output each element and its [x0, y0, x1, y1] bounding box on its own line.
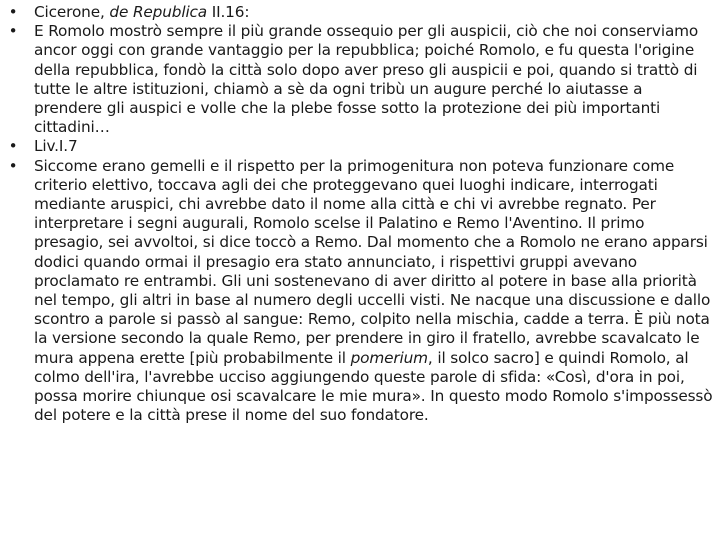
quote-text: E Romolo mostrò sempre il più grande ossequio per gli auspicii, ciò che noi conserviamo ancor oggi con grande vantaggio per la repubblica; poiché Romolo, e fu questa l'origine della repubblica, fondò la città solo dopo aver preso gli auspicii e poi, quando si trattò di tutte le altre istituzioni, chiamò a sè da ogni tribù un augure perché lo aiutasse a prendere gli auspici e volle che la plebe fosse sotto la protezione dei più importanti cittadini…: [34, 22, 699, 137]
citation-reference: II.16:: [207, 3, 250, 21]
list-item-livy-citation: [0, 137, 720, 156]
quote-text-part2: , il solco sacro] e quindi Romolo, al colmo dell'ira, l'avrebbe ucciso aggiungendo queste parole di sfida: «Così, d'ora in poi, possa morire chiunque osi scavalcare le mie mura». In questo modo Romolo s'impossessò del potere e la città prese il nome del suo fondatore.: [34, 348, 713, 425]
list-item-livy-quote: [0, 157, 720, 426]
quote-emphasis: pomerium: [350, 348, 428, 367]
bullet-icon: •: [8, 156, 18, 175]
list-item-cicero-quote: [0, 22, 720, 137]
citation-author: Cicerone,: [34, 3, 110, 21]
bullet-icon: •: [8, 137, 18, 156]
bullet-icon: •: [8, 22, 18, 41]
list-item-cicero-citation: [0, 3, 720, 22]
quote-text-part1: Siccome erano gemelli e il rispetto per la primogenitura non poteva funzionare come criterio elettivo, toccava agli dei che proteggevano quei luoghi indicare, interrogati mediante aruspici, chi avrebbe dato il nome alla città e chi vi avrebbe regnato. Per interpretare i segni augurali, Romolo scelse il Palatino e Remo l'Aventino. Il primo presagio, sei avvoltoi, si dice toccò a Remo. Dal momento che a Romolo ne erano apparsi dodici quando ormai il presagio era stato annunciato, i rispettivi gruppi avevano proclamato re entrambi. Gli uni sostenevano di aver diritto al potere in base alla priorità nel tempo, gli altri in base al numero degli uccelli visti. Ne nacque una discussione e dallo scontro a parole si passò al sangue: Remo, colpito nella mischia, cadde a terra. È più nota la versione secondo la quale Remo, per prendere in giro il fratello, avrebbe scavalcato le mura appena erette [più probabilmente il: [34, 156, 711, 367]
slide-bullet-list: [0, 3, 720, 425]
bullet-icon: •: [8, 3, 18, 21]
citation-work-title: de Republica: [109, 3, 208, 21]
citation-livy: Liv.I.7: [34, 137, 78, 156]
